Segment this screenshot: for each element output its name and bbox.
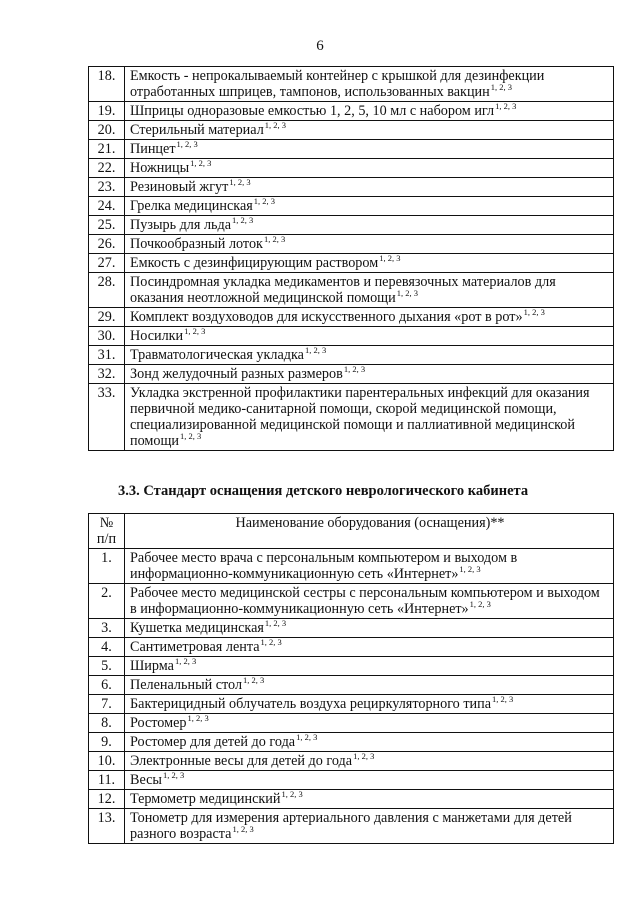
row-item-name — [125, 695, 614, 714]
item-text: Пинцет — [130, 141, 176, 157]
row-number: 25. — [89, 216, 125, 235]
item-text: Бактерицидный облучатель воздуха рециркуляторного типа — [130, 696, 492, 712]
row-number: 6. — [89, 676, 125, 695]
row-number: 20. — [89, 121, 125, 140]
footnote-refs: 1, 2, 3 — [264, 120, 287, 130]
item-text: Электронные весы для детей до года — [130, 753, 353, 769]
table-row — [89, 102, 614, 121]
table-row — [89, 619, 614, 638]
header-num-cell — [89, 514, 125, 549]
row-item-name — [125, 676, 614, 695]
footnote-refs: 1, 2, 3 — [253, 196, 276, 206]
row-number: 30. — [89, 327, 125, 346]
footnote-refs: 1, 2, 3 — [523, 307, 545, 317]
table-row — [89, 695, 614, 714]
footnote-refs: 1, 2, 3 — [492, 694, 514, 704]
row-number: 21. — [89, 140, 125, 159]
table-row — [89, 384, 614, 451]
row-item-name — [125, 197, 614, 216]
item-text: Носилки — [130, 328, 184, 344]
row-item-name — [125, 121, 614, 140]
equipment-table-continued — [88, 66, 614, 451]
item-text: Ростомер для детей до года — [130, 734, 296, 750]
footnote-refs: 1, 2, 3 — [281, 789, 303, 799]
page-number: 6 — [316, 38, 324, 54]
row-number: 7. — [89, 695, 125, 714]
table-row — [89, 733, 614, 752]
row-item-name — [125, 254, 614, 273]
row-number: 32. — [89, 365, 125, 384]
row-item-name — [125, 790, 614, 809]
row-number: 27. — [89, 254, 125, 273]
row-number: 2. — [89, 584, 125, 619]
row-item-name — [125, 235, 614, 254]
table-row — [89, 308, 614, 327]
row-number: 3. — [89, 619, 125, 638]
row-number: 28. — [89, 273, 125, 308]
table-row — [89, 714, 614, 733]
row-number: 31. — [89, 346, 125, 365]
row-number: 12. — [89, 790, 125, 809]
item-text: Емкость - непрокалываемый контейнер с крышкой для дезинфекции отработанных шприцев, тампонов, использованных вакцин — [130, 68, 545, 100]
footnote-refs: 1, 2, 3 — [229, 177, 251, 187]
table-row — [89, 235, 614, 254]
row-number: 22. — [89, 159, 125, 178]
item-text: Рабочее место врача с персональным компьютером и выходом в информационно-коммуникационную сеть «Интернет» — [130, 550, 518, 582]
footnote-refs: 1, 2, 3 — [184, 326, 206, 336]
footnote-refs: 1, 2, 3 — [243, 675, 265, 685]
row-number: 19. — [89, 102, 125, 121]
item-text: Грелка медицинская — [130, 198, 253, 214]
item-text: Посиндромная укладка медикаментов и перевязочных материалов для оказания неотложной медицинской помощи — [130, 274, 556, 306]
item-text: Ростомер — [130, 715, 187, 731]
footnote-refs: 1, 2, 3 — [495, 101, 517, 111]
row-item-name — [125, 619, 614, 638]
item-text: Почкообразный лоток — [130, 236, 263, 252]
row-number: 23. — [89, 178, 125, 197]
item-text: Пузырь для льда — [130, 217, 232, 233]
row-number: 10. — [89, 752, 125, 771]
footnote-refs: 1, 2, 3 — [396, 288, 418, 298]
row-number: 24. — [89, 197, 125, 216]
table-row — [89, 67, 614, 102]
row-number: 4. — [89, 638, 125, 657]
table-row — [89, 771, 614, 790]
table-row — [89, 549, 614, 584]
item-text: Комплект воздуховодов для искусственного дыхания «рот в рот» — [130, 309, 523, 325]
footnote-refs: 1, 2, 3 — [176, 139, 198, 149]
table-row — [89, 121, 614, 140]
item-text: Весы — [130, 772, 162, 788]
equipment-table-neurology — [88, 513, 614, 844]
table-row — [89, 676, 614, 695]
table-row — [89, 273, 614, 308]
row-item-name — [125, 273, 614, 308]
item-text: Пеленальный стол — [130, 677, 243, 693]
item-text: Термометр медицинский — [130, 791, 281, 807]
row-number: 11. — [89, 771, 125, 790]
header-num-line2: п/п — [96, 531, 117, 547]
row-item-name — [125, 365, 614, 384]
item-text: Рабочее место медицинской сестры с персональным компьютером и выходом в информационно-коммуникационную сеть «Интернет» — [130, 585, 600, 617]
row-item-name — [125, 159, 614, 178]
footnote-refs: 1, 2, 3 — [469, 599, 491, 609]
row-number: 9. — [89, 733, 125, 752]
row-item-name — [125, 384, 614, 451]
table-row — [89, 216, 614, 235]
footnote-refs: 1, 2, 3 — [174, 656, 197, 666]
footnote-refs: 1, 2, 3 — [162, 770, 185, 780]
row-number: 5. — [89, 657, 125, 676]
header-num-line1: № — [99, 515, 114, 531]
table-header-row — [89, 514, 614, 549]
row-item-name — [125, 809, 614, 844]
table-row — [89, 584, 614, 619]
item-text: Емкость с дезинфицирующим раствором — [130, 255, 379, 271]
item-text: Ножницы — [130, 160, 190, 176]
row-item-name — [125, 549, 614, 584]
row-item-name — [125, 771, 614, 790]
table-row — [89, 159, 614, 178]
item-text: Укладка экстренной профилактики парентеральных инфекций для оказания первичной медико-санитарной помощи, скорой медицинской помощи, специализированной медицинской помощи и паллиативной медицинской помощи — [130, 385, 590, 449]
table-row — [89, 657, 614, 676]
row-item-name — [125, 714, 614, 733]
table-row — [89, 365, 614, 384]
footnote-refs: 1, 2, 3 — [343, 364, 366, 374]
footnote-refs: 1, 2, 3 — [263, 234, 286, 244]
item-text: Тонометр для измерения артериального давления с манжетами для детей разного возраста — [130, 810, 572, 842]
table-row — [89, 197, 614, 216]
table-row — [89, 327, 614, 346]
row-item-name — [125, 346, 614, 365]
footnote-refs: 1, 2, 3 — [459, 564, 481, 574]
table-row — [89, 254, 614, 273]
footnote-refs: 1, 2, 3 — [296, 732, 318, 742]
table-row — [89, 140, 614, 159]
footnote-refs: 1, 2, 3 — [304, 345, 327, 355]
row-item-name — [125, 327, 614, 346]
row-number: 1. — [89, 549, 125, 584]
row-number: 33. — [89, 384, 125, 451]
item-text: Кушетка медицинская — [130, 620, 264, 636]
table-row — [89, 346, 614, 365]
row-item-name — [125, 178, 614, 197]
row-number: 8. — [89, 714, 125, 733]
row-number: 29. — [89, 308, 125, 327]
row-item-name — [125, 140, 614, 159]
item-text: Сантиметровая лента — [130, 639, 260, 655]
row-number: 13. — [89, 809, 125, 844]
table-row — [89, 790, 614, 809]
item-text: Стерильный материал — [130, 122, 264, 138]
row-item-name — [125, 733, 614, 752]
footnote-refs: 1, 2, 3 — [232, 215, 254, 225]
row-item-name — [125, 308, 614, 327]
footnote-refs: 1, 2, 3 — [190, 158, 212, 168]
item-text: Травматологическая укладка — [130, 347, 304, 363]
row-item-name — [125, 657, 614, 676]
row-item-name — [125, 638, 614, 657]
item-text: Резиновый жгут — [130, 179, 229, 195]
row-item-name — [125, 102, 614, 121]
table-row — [89, 638, 614, 657]
row-item-name — [125, 752, 614, 771]
footnote-refs: 1, 2, 3 — [264, 618, 287, 628]
item-text: Шприцы одноразовые емкостью 1, 2, 5, 10 мл с набором игл — [130, 103, 495, 119]
item-text: Ширма — [130, 658, 174, 674]
row-item-name — [125, 67, 614, 102]
table-row — [89, 178, 614, 197]
row-item-name — [125, 216, 614, 235]
footnote-refs: 1, 2, 3 — [187, 713, 209, 723]
item-text: Зонд желудочный разных размеров — [130, 366, 343, 382]
section-heading: 3.3. Стандарт оснащения детского неврологического кабинета — [118, 483, 529, 499]
footnote-refs: 1, 2, 3 — [490, 82, 512, 92]
footnote-refs: 1, 2, 3 — [353, 751, 375, 761]
table-row — [89, 809, 614, 844]
row-number: 18. — [89, 67, 125, 102]
footnote-refs: 1, 2, 3 — [232, 824, 254, 834]
footnote-refs: 1, 2, 3 — [180, 431, 202, 441]
header-name-cell: Наименование оборудования (оснащения)** — [125, 514, 614, 549]
footnote-refs: 1, 2, 3 — [260, 637, 282, 647]
table-row — [89, 752, 614, 771]
row-number: 26. — [89, 235, 125, 254]
footnote-refs: 1, 2, 3 — [379, 253, 401, 263]
row-item-name — [125, 584, 614, 619]
